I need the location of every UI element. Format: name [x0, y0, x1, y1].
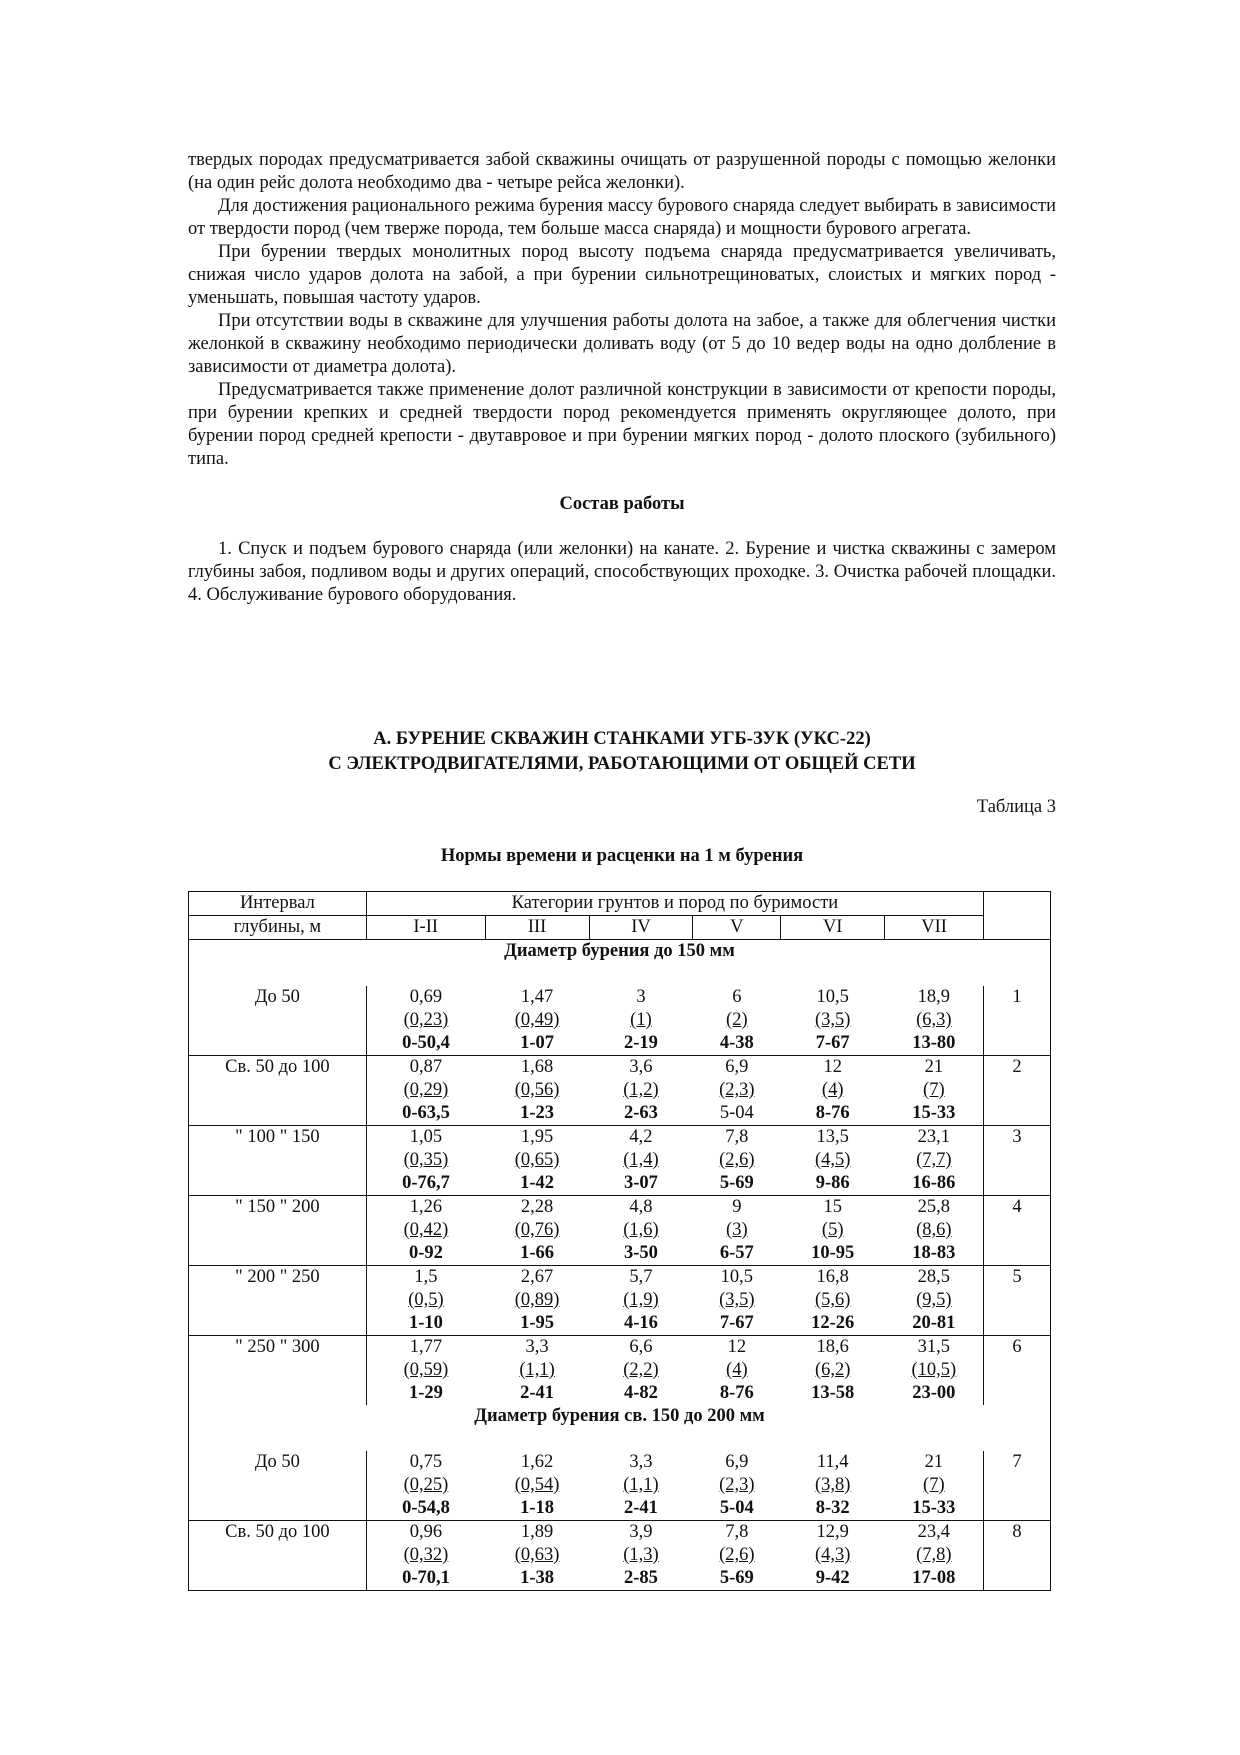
norm-time: 23,4 — [917, 1522, 951, 1542]
value-cell — [693, 1336, 781, 1406]
worker-norm: (7,7) — [916, 1150, 952, 1170]
worker-norm: (0,5) — [408, 1290, 444, 1310]
header-category: VII — [885, 916, 984, 940]
norm-time: 0,87 — [409, 1057, 443, 1077]
worker-norm: (8,6) — [916, 1220, 952, 1240]
rate: 0-70,1 — [402, 1568, 450, 1588]
rate: 8-76 — [815, 1103, 850, 1123]
norm-time: 3,9 — [629, 1522, 653, 1542]
rate: 15-33 — [912, 1103, 956, 1123]
value-cell — [589, 1451, 693, 1521]
worker-norm: (4,5) — [814, 1150, 851, 1170]
value-cell — [693, 1521, 781, 1591]
norm-time: 1,77 — [409, 1337, 443, 1357]
paragraph: твердых породах предусматривается забой скважины очищать от разрушенной породы с помощью желонки (на один рейс долота необходимо два - четыре рейса желонки). — [188, 150, 1056, 193]
rate: 5-69 — [719, 1173, 754, 1193]
worker-norm: (10,5) — [911, 1360, 957, 1380]
header-number-cell — [984, 892, 1051, 940]
value-cell — [589, 1266, 693, 1336]
value-cell — [781, 1266, 885, 1336]
rate: 10-95 — [811, 1243, 855, 1263]
norm-time: 21 — [924, 1057, 944, 1077]
rate: 0-50,4 — [402, 1033, 450, 1053]
rate: 5-04 — [719, 1498, 754, 1518]
value-cell — [366, 986, 485, 1056]
value-cell — [485, 1056, 589, 1126]
rate: 2-63 — [624, 1103, 658, 1123]
rate: 5-69 — [719, 1568, 754, 1588]
norm-time: 1,68 — [520, 1057, 554, 1077]
value-cell — [589, 1336, 693, 1406]
header-category: I-II — [366, 916, 485, 940]
value-cell — [589, 1521, 693, 1591]
norm-time: 21 — [924, 1452, 944, 1472]
value-cell — [589, 1056, 693, 1126]
rate: 18-83 — [912, 1243, 956, 1263]
table-caption: Нормы времени и расценки на 1 м бурения — [440, 846, 804, 866]
worker-norm: (7,8) — [916, 1545, 952, 1565]
value-cell — [781, 1521, 885, 1591]
value-cell — [885, 986, 984, 1056]
table-row — [189, 1336, 1051, 1406]
value-cell — [485, 986, 589, 1056]
table-row — [189, 1521, 1051, 1591]
row-number: 1 — [984, 986, 1051, 1056]
worker-norm: (5,6) — [814, 1290, 851, 1310]
norm-time: 12,9 — [816, 1522, 849, 1542]
work-text: 1. Спуск и подъем бурового снаряда (или желонки) на канате. 2. Бурение и чистка скважины с замером глубины забоя, подливом воды и других операций, способствующих проходке. 3. Очистка рабочей площадки. 4. Обслуживание бурового оборудования. — [188, 539, 1056, 605]
rate: 7-67 — [719, 1313, 754, 1333]
value-cell — [693, 1196, 781, 1266]
worker-norm: (1) — [630, 1010, 652, 1030]
row-number: 8 — [984, 1521, 1051, 1591]
norm-time: 10,5 — [816, 987, 849, 1007]
norm-time: 6,9 — [725, 1452, 749, 1472]
norm-time: 25,8 — [917, 1197, 951, 1217]
worker-norm: (0,49) — [514, 1010, 560, 1030]
norm-time: 18,9 — [917, 987, 951, 1007]
norm-time: 28,5 — [917, 1267, 951, 1287]
rate: 1-38 — [520, 1568, 555, 1588]
worker-norm: (0,76) — [514, 1220, 560, 1240]
paragraph: Предусматривается также применение долот различной конструкции в зависимости от крепости породы, при бурении крепких и средней твердости пород рекомендуется применять округляющее долото, при бурении пород средней крепости - двутавровое и при бурении мягких пород - долото плоского (зубильного) типа. — [188, 380, 1056, 469]
value-cell — [366, 1196, 485, 1266]
rate: 3-07 — [624, 1173, 658, 1193]
worker-norm: (9,5) — [916, 1290, 952, 1310]
rate: 4-38 — [719, 1033, 754, 1053]
worker-norm: (0,32) — [403, 1545, 449, 1565]
value-cell — [485, 1521, 589, 1591]
worker-norm: (6,2) — [814, 1360, 851, 1380]
header-category: IV — [589, 916, 693, 940]
value-cell — [366, 1336, 485, 1406]
row-number: 4 — [984, 1196, 1051, 1266]
worker-norm: (0,63) — [514, 1545, 560, 1565]
norm-time: 6,9 — [725, 1057, 749, 1077]
norm-time: 11,4 — [816, 1452, 849, 1472]
rate: 2-41 — [520, 1383, 555, 1403]
worker-norm: (4) — [821, 1080, 844, 1100]
worker-norm: (7) — [923, 1080, 945, 1100]
document-page — [188, 149, 1056, 607]
norm-time: 5,7 — [629, 1267, 653, 1287]
worker-norm: (0,25) — [403, 1475, 449, 1495]
value-cell — [885, 1521, 984, 1591]
norm-time: 1,5 — [414, 1267, 438, 1287]
worker-norm: (2,3) — [719, 1080, 755, 1100]
value-cell — [366, 1126, 485, 1196]
rate: 8-76 — [719, 1383, 754, 1403]
worker-norm: (2,2) — [623, 1360, 659, 1380]
work-heading: Состав работы — [559, 494, 685, 514]
value-cell — [589, 1196, 693, 1266]
worker-norm: (1,1) — [519, 1360, 555, 1380]
paragraph: При отсутствии воды в скважине для улучшения работы долота на забое, а также для облегчения чистки желонкой в скважину необходимо периодически доливать воду (от 5 до 10 ведер воды на одно долбление в зависимости от диаметра долота). — [188, 311, 1056, 377]
norm-time: 12 — [727, 1337, 747, 1357]
worker-norm: (4,3) — [814, 1545, 851, 1565]
worker-norm: (0,89) — [514, 1290, 560, 1310]
rate: 13-58 — [811, 1383, 855, 1403]
value-cell — [781, 1126, 885, 1196]
norm-time: 6 — [732, 987, 742, 1007]
norm-time: 0,96 — [409, 1522, 443, 1542]
worker-norm: (3,5) — [719, 1290, 755, 1310]
norm-time: 31,5 — [917, 1337, 951, 1357]
worker-norm: (0,59) — [403, 1360, 449, 1380]
rate: 23-00 — [912, 1383, 956, 1403]
header-interval: Интервал — [189, 892, 367, 916]
worker-norm: (7) — [923, 1475, 945, 1495]
value-cell — [781, 1056, 885, 1126]
interval-cell: Св. 50 до 100 — [189, 1521, 367, 1591]
worker-norm: (1,3) — [623, 1545, 659, 1565]
header-category: VI — [781, 916, 885, 940]
rate: 1-18 — [520, 1498, 555, 1518]
paragraph: Для достижения рационального режима бурения массу бурового снаряда следует выбирать в зависимости от твердости пород (чем тверже порода, тем больше масса снаряда) и мощности бурового агрегата. — [188, 196, 1056, 239]
rate: 3-50 — [624, 1243, 658, 1263]
rate: 4-16 — [624, 1313, 658, 1333]
norm-time: 2,67 — [520, 1267, 554, 1287]
worker-norm: (2,6) — [719, 1150, 755, 1170]
rate: 1-10 — [409, 1313, 443, 1333]
norm-time: 9 — [732, 1197, 742, 1217]
value-cell — [885, 1056, 984, 1126]
worker-norm: (1,9) — [623, 1290, 659, 1310]
interval-cell: " 100 " 150 — [189, 1126, 367, 1196]
value-cell — [589, 986, 693, 1056]
value-cell — [781, 1196, 885, 1266]
rate: 2-41 — [624, 1498, 658, 1518]
interval-cell: " 150 " 200 — [189, 1196, 367, 1266]
worker-norm: (3) — [726, 1220, 748, 1240]
table-row — [189, 1196, 1051, 1266]
rate: 0-76,7 — [402, 1173, 450, 1193]
norm-time: 3 — [636, 987, 646, 1007]
value-cell — [693, 1126, 781, 1196]
rate: 15-33 — [912, 1498, 956, 1518]
worker-norm: (2,3) — [719, 1475, 755, 1495]
table-row — [189, 986, 1051, 1056]
section-title-line-2: С ЭЛЕКТРОДВИГАТЕЛЯМИ, РАБОТАЮЩИМИ ОТ ОБЩЕЙ СЕТИ — [328, 754, 916, 774]
worker-norm: (1,2) — [623, 1080, 659, 1100]
norm-time: 7,8 — [725, 1127, 749, 1147]
interval-cell: До 50 — [189, 1451, 367, 1521]
row-number: 7 — [984, 1451, 1051, 1521]
value-cell — [885, 1126, 984, 1196]
worker-norm: (4) — [726, 1360, 748, 1380]
value-cell — [693, 1056, 781, 1126]
table-row — [189, 1266, 1051, 1336]
value-cell — [693, 1451, 781, 1521]
table-number: Таблица 3 — [976, 797, 1056, 817]
norm-time: 12 — [823, 1057, 842, 1077]
rate: 1-07 — [520, 1033, 555, 1053]
table-row — [189, 1451, 1051, 1521]
rate: 9-42 — [815, 1568, 850, 1588]
norms-table — [188, 891, 1051, 1591]
header-category: III — [485, 916, 589, 940]
value-cell — [885, 1451, 984, 1521]
rate: 2-19 — [624, 1033, 658, 1053]
value-cell — [485, 1266, 589, 1336]
rate: 17-08 — [912, 1568, 956, 1588]
norm-time: 7,8 — [725, 1522, 749, 1542]
value-cell — [781, 1336, 885, 1406]
norm-time: 4,2 — [629, 1127, 653, 1147]
value-cell — [693, 986, 781, 1056]
interval-cell: Св. 50 до 100 — [189, 1056, 367, 1126]
worker-norm: (0,35) — [403, 1150, 449, 1170]
header-category: V — [693, 916, 781, 940]
norm-time: 1,95 — [520, 1127, 554, 1147]
rate: 4-82 — [624, 1383, 658, 1403]
rate: 5-04 — [719, 1103, 754, 1123]
norm-time: 18,6 — [816, 1337, 849, 1357]
rate: 12-26 — [811, 1313, 855, 1333]
value-cell — [485, 1126, 589, 1196]
header-interval: глубины, м — [189, 916, 367, 940]
norm-time: 3,3 — [525, 1337, 549, 1357]
value-cell — [366, 1451, 485, 1521]
value-cell — [366, 1056, 485, 1126]
group-title: Диаметр бурения до 150 мм — [189, 940, 1051, 987]
value-cell — [781, 1451, 885, 1521]
rate: 1-23 — [520, 1103, 555, 1123]
norm-time: 13,5 — [816, 1127, 849, 1147]
rate: 1-42 — [520, 1173, 555, 1193]
worker-norm: (0,29) — [403, 1080, 449, 1100]
norm-time: 3,3 — [629, 1452, 653, 1472]
rate: 1-95 — [520, 1313, 555, 1333]
worker-norm: (5) — [821, 1220, 844, 1240]
rate: 6-57 — [719, 1243, 754, 1263]
rate: 8-32 — [815, 1498, 850, 1518]
rate: 16-86 — [912, 1173, 956, 1193]
worker-norm: (3,8) — [814, 1475, 851, 1495]
interval-cell: " 200 " 250 — [189, 1266, 367, 1336]
norm-time: 16,8 — [816, 1267, 849, 1287]
worker-norm: (1,4) — [623, 1150, 659, 1170]
worker-norm: (0,54) — [514, 1475, 560, 1495]
norm-time: 10,5 — [720, 1267, 754, 1287]
rate: 0-92 — [409, 1243, 443, 1263]
worker-norm: (1,1) — [623, 1475, 659, 1495]
worker-norm: (3,5) — [814, 1010, 851, 1030]
value-cell — [885, 1196, 984, 1266]
value-cell — [485, 1196, 589, 1266]
rate: 0-63,5 — [402, 1103, 450, 1123]
norm-time: 0,75 — [409, 1452, 443, 1472]
interval-cell: " 250 " 300 — [189, 1336, 367, 1406]
worker-norm: (2) — [726, 1010, 748, 1030]
row-number: 2 — [984, 1056, 1051, 1126]
norm-time: 1,26 — [409, 1197, 443, 1217]
norm-time: 15 — [823, 1197, 842, 1217]
body-text — [188, 149, 1056, 471]
value-cell — [366, 1266, 485, 1336]
group-title: Диаметр бурения св. 150 до 200 мм — [189, 1405, 1051, 1451]
rate: 20-81 — [912, 1313, 956, 1333]
section-title-line-1: А. БУРЕНИЕ СКВАЖИН СТАНКАМИ УГБ-ЗУК (УКС-22) — [373, 729, 871, 749]
norm-time: 1,47 — [520, 987, 554, 1007]
worker-norm: (0,42) — [403, 1220, 449, 1240]
value-cell — [781, 986, 885, 1056]
row-number: 5 — [984, 1266, 1051, 1336]
value-cell — [366, 1521, 485, 1591]
value-cell — [885, 1336, 984, 1406]
rate: 1-66 — [520, 1243, 555, 1263]
worker-norm: (6,3) — [916, 1010, 952, 1030]
value-cell — [693, 1266, 781, 1336]
norm-time: 0,69 — [409, 987, 443, 1007]
table-row — [189, 1126, 1051, 1196]
value-cell — [485, 1451, 589, 1521]
header-categories: Категории грунтов и пород по буримости — [366, 892, 983, 916]
worker-norm: (0,65) — [514, 1150, 560, 1170]
norm-time: 1,62 — [520, 1452, 554, 1472]
worker-norm: (0,56) — [514, 1080, 560, 1100]
interval-cell: До 50 — [189, 986, 367, 1056]
value-cell — [885, 1266, 984, 1336]
rate: 13-80 — [912, 1033, 956, 1053]
value-cell — [589, 1126, 693, 1196]
norm-time: 4,8 — [629, 1197, 653, 1217]
worker-norm: (2,6) — [719, 1545, 755, 1565]
norm-time: 23,1 — [917, 1127, 951, 1147]
worker-norm: (1,6) — [623, 1220, 659, 1240]
worker-norm: (0,23) — [403, 1010, 449, 1030]
rate: 2-85 — [624, 1568, 658, 1588]
norm-time: 3,6 — [629, 1057, 653, 1077]
rate: 7-67 — [815, 1033, 850, 1053]
rate: 1-29 — [409, 1383, 443, 1403]
value-cell — [485, 1336, 589, 1406]
rate: 0-54,8 — [402, 1498, 450, 1518]
norm-time: 2,28 — [520, 1197, 554, 1217]
row-number: 6 — [984, 1336, 1051, 1406]
norm-time: 1,89 — [520, 1522, 554, 1542]
rate: 9-86 — [815, 1173, 850, 1193]
paragraph: При бурении твердых монолитных пород высоту подъема снаряда предусматривается увеличивать, снижая число ударов долота на забой, а при бурении сильнотрещиноватых, слоистых и мягких пород - уменьшать, повышая частоту ударов. — [188, 242, 1056, 308]
norm-time: 6,6 — [629, 1337, 653, 1357]
table-row — [189, 1056, 1051, 1126]
row-number: 3 — [984, 1126, 1051, 1196]
norm-time: 1,05 — [409, 1127, 443, 1147]
